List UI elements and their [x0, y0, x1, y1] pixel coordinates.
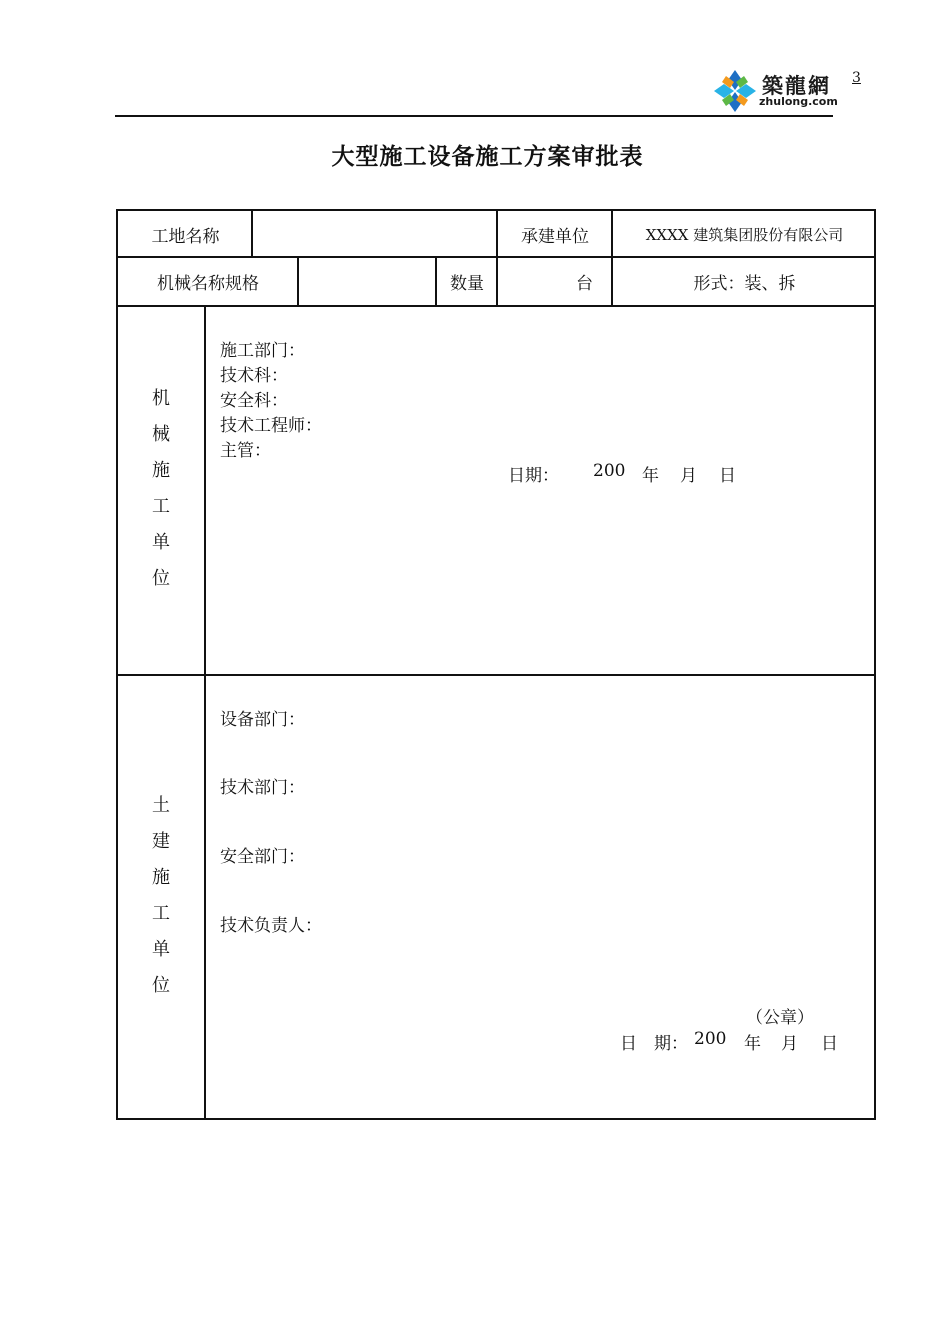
document-title: 大型施工设备施工方案审批表 — [331, 144, 644, 170]
side-char: 施 — [152, 460, 170, 481]
side-char: 单 — [152, 939, 170, 960]
civil-unit-side-label — [118, 788, 204, 1004]
official-seal-label: （公章） — [746, 1008, 814, 1028]
civil-date-y: 年 — [744, 1034, 761, 1054]
side-char: 工 — [152, 903, 170, 924]
contractor-label: 承建单位 — [521, 226, 589, 247]
approval-form-table — [116, 209, 876, 1120]
civil-date-label: 日 期： — [620, 1034, 688, 1054]
civil-date-year: 200 — [694, 1029, 727, 1049]
safety-section-line: 安全科： — [220, 391, 288, 411]
machine-name-value-field[interactable] — [299, 258, 435, 305]
tech-lead-line: 技术负责人： — [220, 916, 322, 936]
tech-engineer-line: 技术工程师： — [220, 416, 322, 436]
zhulong-logo-icon — [712, 68, 758, 114]
machine-name-label-cell — [118, 258, 298, 305]
civil-date-d: 日 — [821, 1034, 838, 1054]
logo-english-text: zhulong.com — [759, 95, 838, 108]
machinery-date-m: 月 — [680, 466, 697, 486]
site-name-label: 工地名称 — [151, 226, 220, 247]
site-name-label-cell — [118, 211, 253, 257]
side-char: 工 — [152, 496, 170, 517]
form-type-cell — [613, 258, 876, 305]
side-char: 施 — [152, 867, 170, 888]
machinery-date-label: 日期： — [508, 466, 559, 486]
side-char: 土 — [152, 795, 170, 816]
supervisor-line: 主管： — [220, 441, 271, 461]
page-number: 3 — [852, 70, 861, 86]
quantity-unit-cell[interactable] — [498, 258, 611, 305]
contractor-value: XXXX 建筑集团股份有限公司 — [645, 225, 844, 244]
side-char: 位 — [152, 568, 170, 589]
side-char: 械 — [152, 424, 170, 445]
machinery-date-y: 年 — [642, 466, 659, 486]
site-name-value-field[interactable] — [253, 211, 496, 257]
header-divider — [115, 115, 833, 117]
logo-chinese-text: 築龍網 — [762, 74, 831, 98]
quantity-unit: 台 — [576, 274, 593, 294]
quantity-label-cell — [437, 258, 497, 305]
side-char: 建 — [152, 831, 170, 852]
safety-dept-line: 安全部门： — [220, 847, 305, 867]
machine-name-label: 机械名称规格 — [157, 274, 259, 294]
zhulong-logo — [712, 68, 837, 114]
tech-section-line: 技术科： — [220, 366, 288, 386]
civil-date-m: 月 — [781, 1034, 798, 1054]
machinery-date-d: 日 — [719, 466, 736, 486]
contractor-value-cell — [613, 211, 876, 257]
equipment-dept-line: 设备部门： — [220, 710, 305, 730]
quantity-label: 数量 — [450, 274, 484, 294]
contractor-label-cell — [498, 211, 612, 257]
side-char: 机 — [152, 388, 170, 409]
side-char: 位 — [152, 975, 170, 996]
tech-dept-line: 技术部门： — [220, 778, 305, 798]
machinery-date-year: 200 — [593, 461, 626, 481]
form-type: 形式：装、拆 — [693, 274, 796, 294]
side-char: 单 — [152, 532, 170, 553]
machinery-unit-side-label — [118, 381, 204, 597]
construction-dept-line: 施工部门： — [220, 341, 305, 361]
